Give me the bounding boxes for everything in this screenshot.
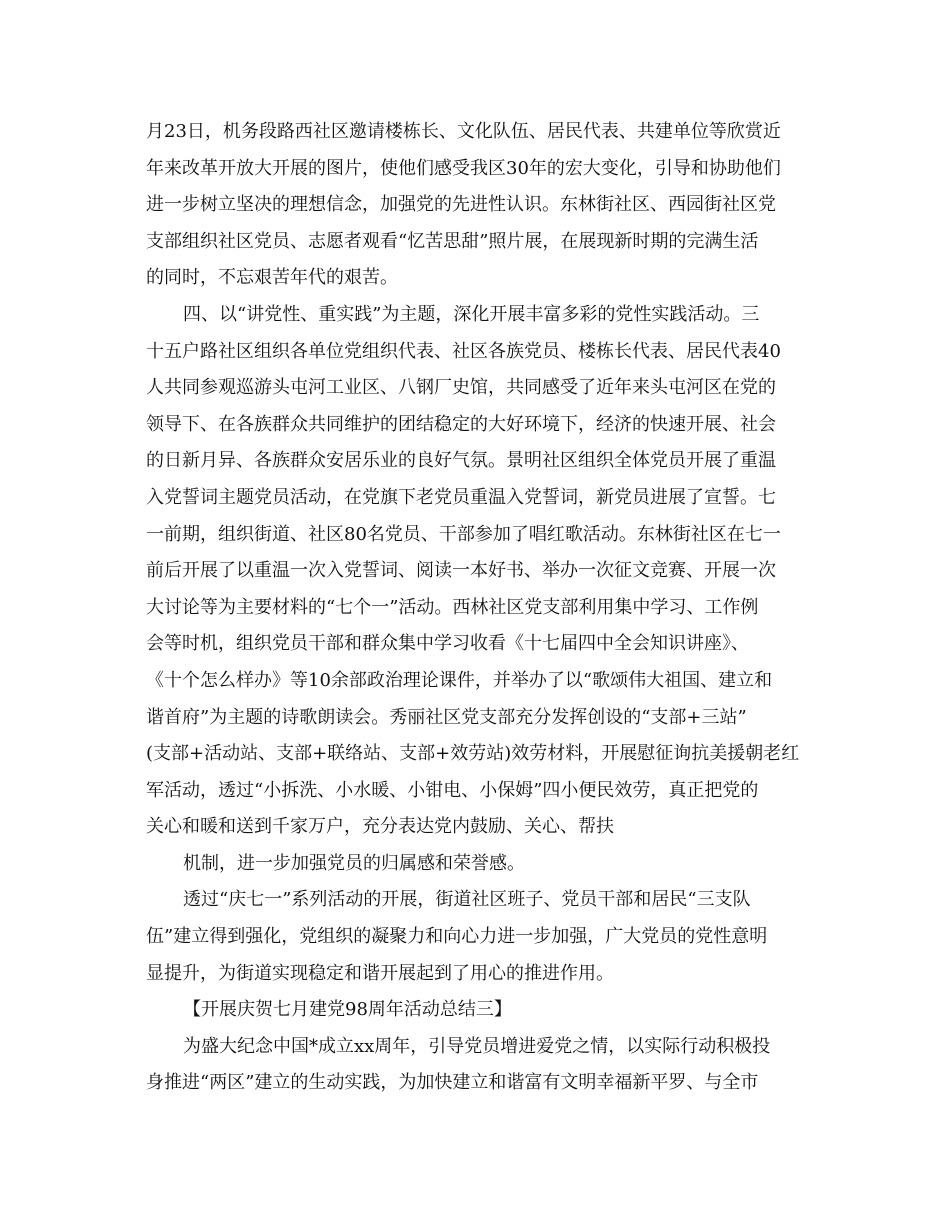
text-line: 月23日，机务段路西社区邀请楼栋长、文化队伍、居民代表、共建单位等欣赏近 <box>146 121 781 142</box>
text-line: 军活动，透过“小拆洗、小水暖、小钳电、小保姆”四小便民效劳，真正把党的 <box>146 779 759 801</box>
text-line: 关心和暖和送到千家万户，充分表达党内鼓励、关心、帮扶 <box>146 816 614 838</box>
text-line: 一前期，组织街道、社区80名党员、干部参加了唱红歌活动。东林街社区在七一 <box>146 523 781 545</box>
text-line: 支部组织社区党员、志愿者观看“忆苦思甜”照片展，在展现新时期的完满生活 <box>146 230 759 252</box>
body-text <box>146 114 810 1102</box>
section-heading: 【开展庆贺七月建党98周年活动总结三】 <box>183 999 512 1021</box>
text-line: 伍”建立得到强化，党组织的凝聚力和向心力进一步加强，广大党员的党性意明 <box>146 926 768 948</box>
paragraph-start-line: 为盛大纪念中国*成立xx周年，引导党员增进爱党之情，以实际行动积极投 <box>183 1035 771 1057</box>
text-line: 大讨论等为主要材料的“七个一”活动。西林社区党支部利用集中学习、工作例 <box>146 596 759 618</box>
paragraph-start-line: 机制，进一步加强党员的归属感和荣誉感。 <box>183 852 525 874</box>
text-line: 入党誓词主题党员活动，在党旗下老党员重温入党誓词，新党员进展了宣誓。七 <box>146 486 776 508</box>
text-line: 谐首府”为主题的诗歌朗读会。秀丽社区党支部充分发挥创设的“支部+三站” <box>146 706 747 728</box>
text-line: (支部+活动站、支部+联络站、支部+效劳站)效劳材料，开展慰征询抗美援朝老红 <box>146 743 800 765</box>
text-line: 显提升，为街道实现稳定和谐开展起到了用心的推进作用。 <box>146 962 614 984</box>
text-line: 领导下、在各族群众共同维护的团结稳定的大好环境下，经济的快速开展、社会 <box>146 413 776 435</box>
text-line: 前后开展了以重温一次入党誓词、阅读一本好书、举办一次征文竞赛、开展一次 <box>146 560 776 582</box>
text-line: 十五户路社区组织各单位党组织代表、社区各族党员、楼栋长代表、居民代表40 <box>146 340 781 362</box>
text-line: 的日新月异、各族群众安居乐业的良好气氛。景明社区组织全体党员开展了重温 <box>146 450 776 472</box>
text-line: 身推进“两区”建立的生动实践，为加快建立和谐富有文明幸福新平罗、与全市 <box>146 1072 759 1094</box>
text-line: 《十个怎么样办》等10余部政治理论课件，并举办了以“歌颂伟大祖国、建立和 <box>146 669 773 691</box>
text-line: 年来改革开放大开展的图片，使他们感受我区30年的宏大变化，引导和协助他们 <box>146 157 781 179</box>
text-line: 人共同参观巡游头屯河工业区、八钢厂史馆，共同感受了近年来头屯河区在党的 <box>146 377 776 399</box>
paragraph-start-line: 四、以“讲党性、重实践”为主题，深化开展丰富多彩的党性实践活动。三 <box>183 303 760 325</box>
paragraph-start-line: 透过“庆七一”系列活动的开展，街道社区班子、党员干部和居民“三支队 <box>183 889 751 911</box>
text-line: 进一步树立坚决的理想信念，加强党的先进性认识。东林街社区、西园街社区党 <box>146 194 776 216</box>
text-line: 的同时，不忘艰苦年代的艰苦。 <box>146 267 398 289</box>
text-line: 会等时机，组织党员干部和群众集中学习收看《十七届四中全会知识讲座》、 <box>146 633 749 655</box>
